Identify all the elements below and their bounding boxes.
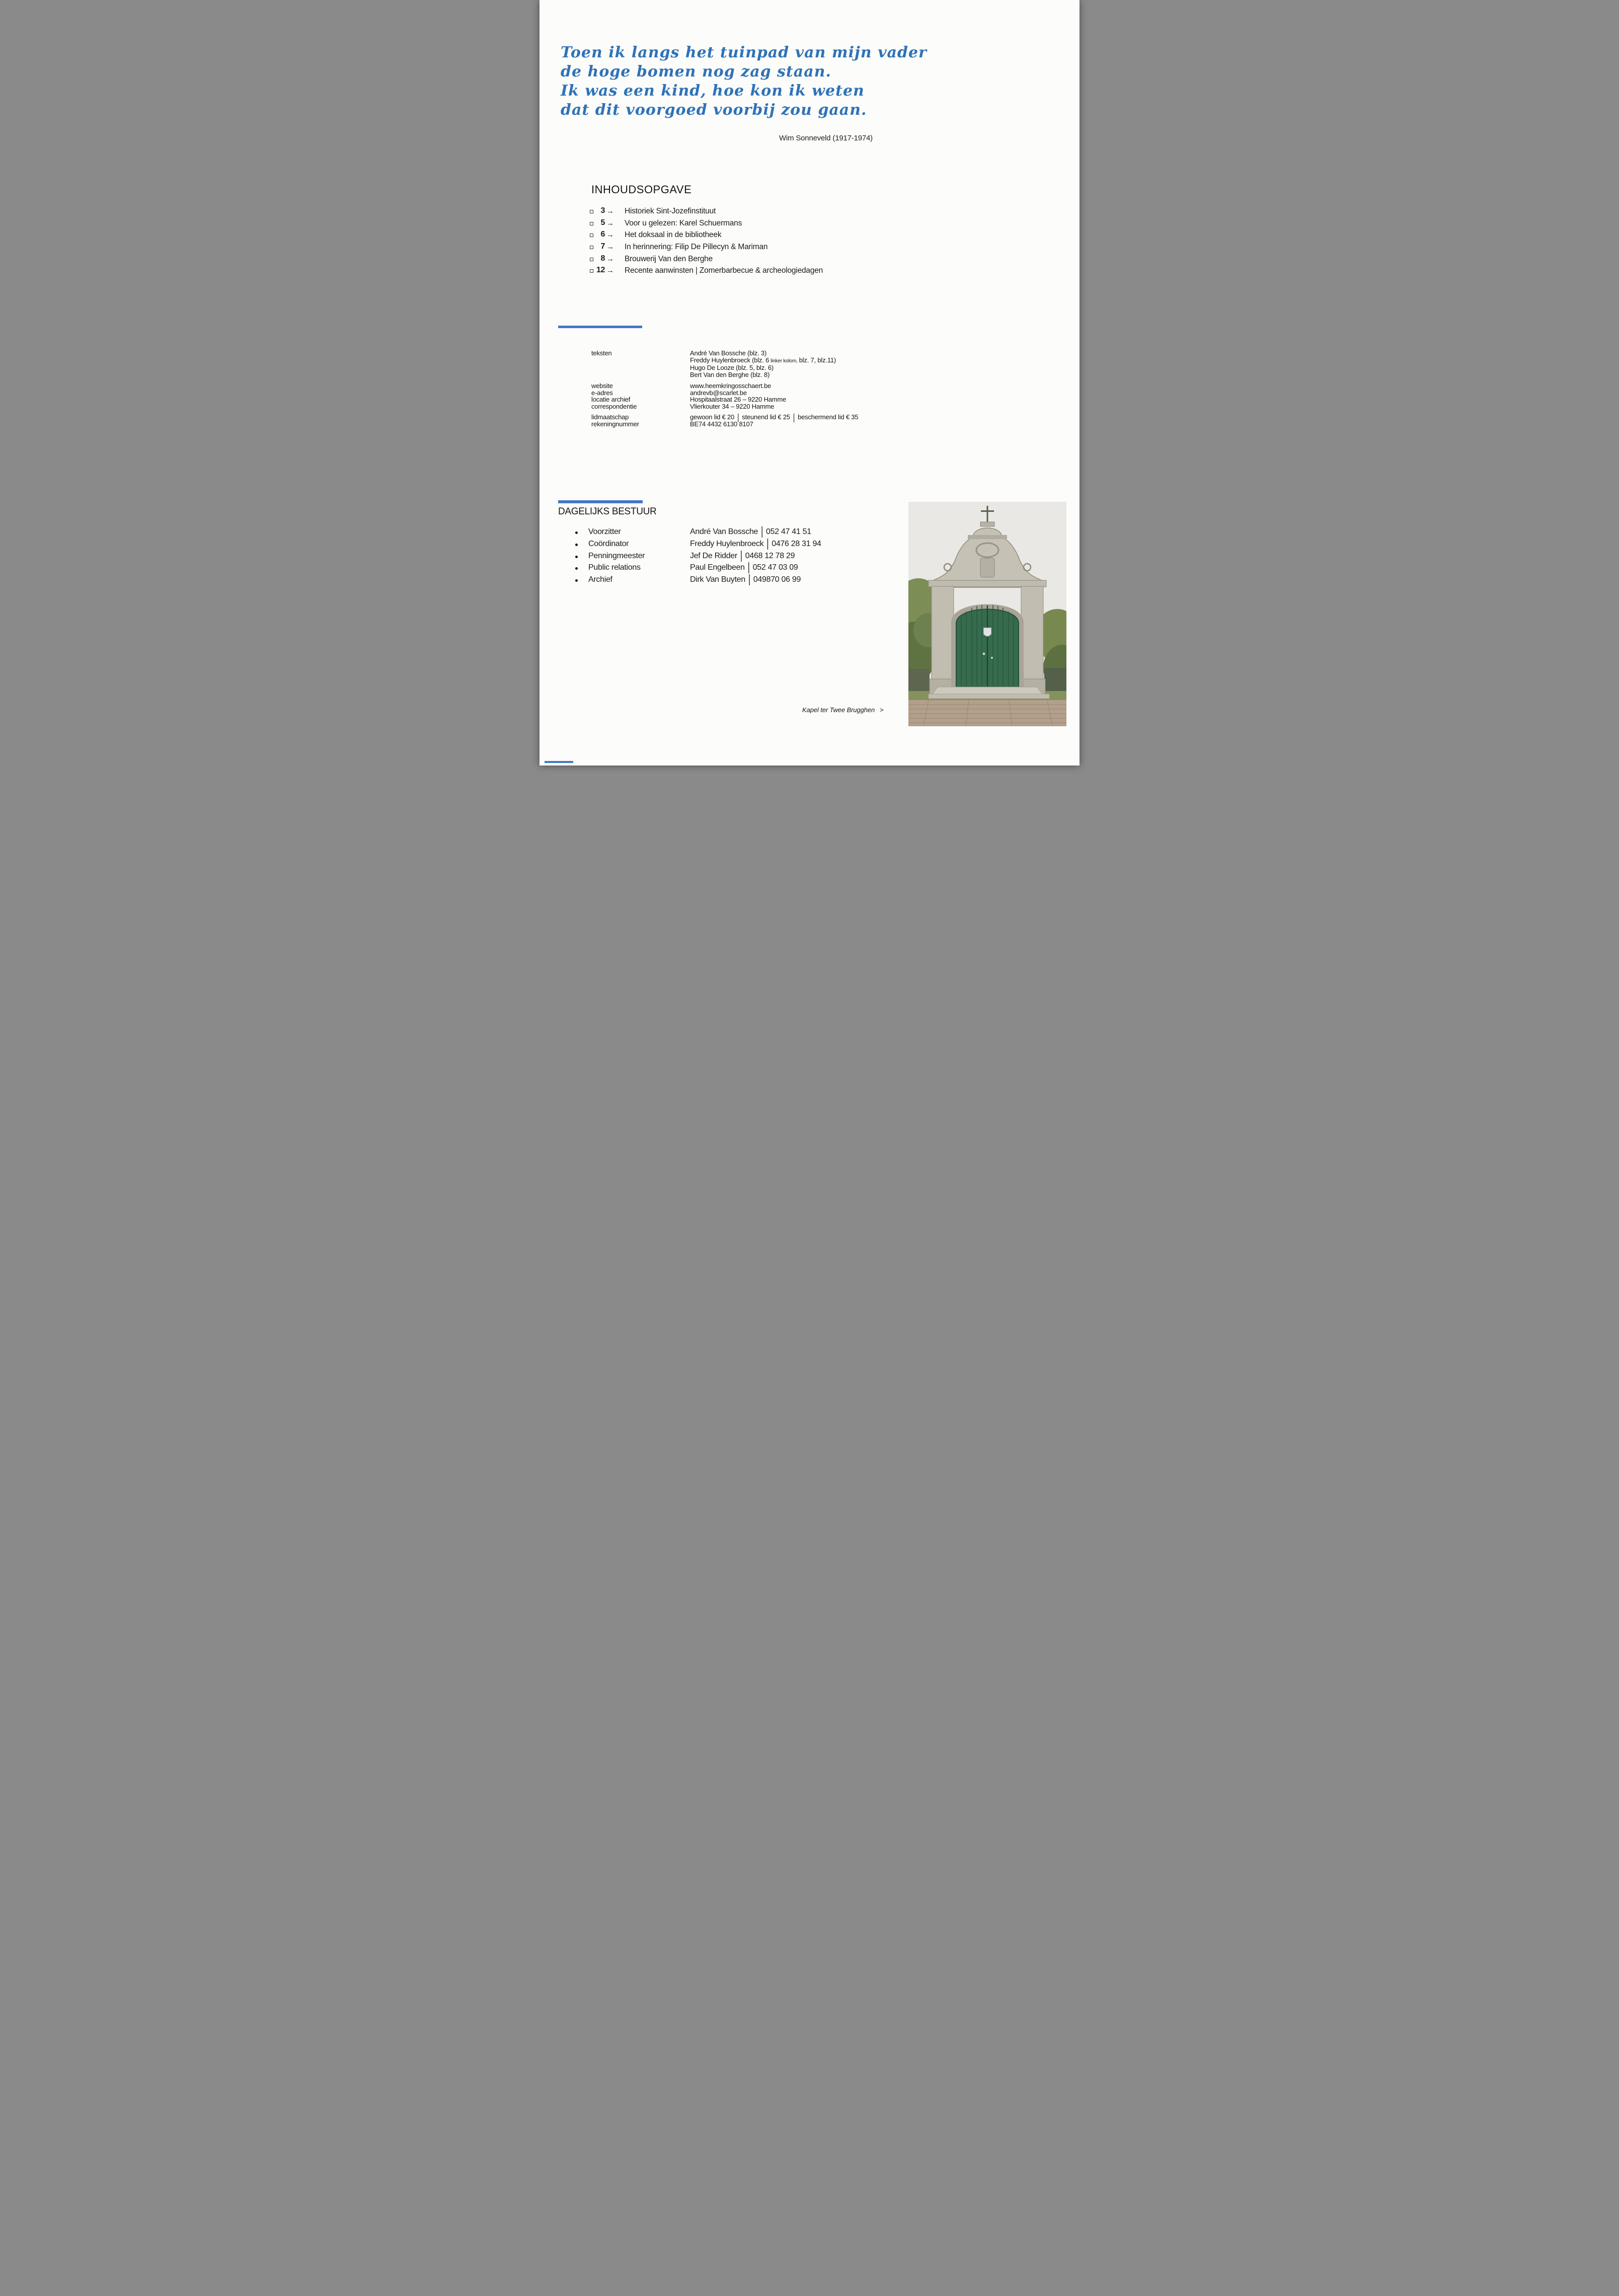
toc-item-title: Brouwerij Van den Berghe: [625, 254, 713, 263]
colophon-label: correspondentie: [591, 402, 637, 410]
bullet-dot-icon: [575, 531, 578, 534]
blue-divider: [558, 500, 643, 503]
toc-item: [590, 266, 972, 278]
bullet-dot-icon: [575, 544, 578, 546]
toc-page-number: 12: [596, 266, 605, 275]
poem-quote: [561, 43, 927, 120]
member-name: Paul Engelbeen: [690, 563, 745, 572]
member-name: Freddy Huylenbroeck: [690, 539, 764, 548]
account-number: BE74 4432 6130 8107: [690, 420, 753, 428]
correspondence-address-value: Vlierkouter 34 – 9220 Hamme: [690, 402, 775, 410]
teksten-line-part: blz. 7, blz.11): [799, 356, 836, 364]
poem-line: Toen ik langs het tuinpad van mijn vader: [561, 44, 927, 61]
pipe-separator: |: [761, 525, 763, 538]
square-bullet-icon: [590, 269, 593, 273]
fee-segment: beschermend lid € 35: [798, 413, 859, 421]
square-bullet-icon: [590, 234, 593, 237]
arrow-right-icon: →: [606, 254, 614, 263]
arrow-right-icon: →: [606, 243, 614, 252]
fee-segment: gewoon lid € 20: [690, 413, 735, 421]
teksten-line-part: Freddy Huylenbroeck (blz. 6: [690, 356, 769, 364]
teksten-line: Hugo De Looze (blz. 5, blz. 6): [690, 364, 774, 372]
square-bullet-icon: [590, 222, 593, 225]
toc-heading: INHOUDSOPGAVE: [591, 183, 692, 196]
board-role: Public relations: [588, 563, 641, 572]
colophon-label: lidmaatschap: [591, 413, 629, 421]
arrow-right-icon: →: [606, 266, 614, 275]
pipe-separator: |: [748, 573, 750, 586]
colophon-teksten-values: [690, 350, 836, 378]
arrow-right-icon: →: [606, 231, 614, 240]
toc-page-number: 3: [600, 206, 605, 215]
teksten-line: André Van Bossche (blz. 3): [690, 349, 767, 357]
toc-item-title: Historiek Sint-Jozefinstituut: [625, 207, 716, 215]
photo-caption: [802, 706, 884, 714]
board-member: [690, 549, 795, 562]
member-phone: 0468 12 78 29: [745, 551, 795, 560]
photo-caption-text: Kapel ter Twee Brugghen: [802, 706, 875, 714]
member-phone: 052 47 41 51: [766, 527, 811, 536]
bullet-dot-icon: [575, 567, 578, 570]
pipe-separator: |: [747, 561, 750, 574]
pipe-separator: |: [737, 411, 739, 423]
toc-item: [590, 218, 972, 231]
toc-item-title: Recente aanwinsten | Zomerbarbecue & archeologiedagen: [625, 266, 823, 275]
newsletter-colophon-page: [539, 0, 1080, 766]
board-role: Coördinator: [588, 539, 629, 548]
board-member: [690, 527, 811, 537]
toc-item: [590, 206, 972, 218]
member-phone: 052 47 03 09: [752, 563, 798, 572]
member-phone: 0476 28 31 94: [772, 539, 821, 548]
toc-list: [590, 206, 972, 278]
board-role: Voorzitter: [588, 527, 621, 536]
fee-segment: steunend lid € 25: [742, 413, 790, 421]
toc-item-title: In herinnering: Filip De Pillecyn & Mariman: [625, 243, 768, 252]
email-value: andrevb@scarlet.be: [690, 389, 747, 397]
toc-item: [590, 242, 972, 254]
member-name: André Van Bossche: [690, 527, 758, 536]
board-role: Penningmeester: [588, 551, 645, 560]
caption-pointer: >: [880, 706, 884, 714]
poem-line: de hoge bomen nog zag staan.: [561, 63, 831, 81]
membership-fees: [690, 411, 859, 423]
bottom-page-mark: [545, 761, 573, 763]
square-bullet-icon: [590, 210, 593, 213]
colophon-membership-labels: [591, 414, 639, 427]
colophon-contact-values: [690, 382, 786, 410]
colophon-label-teksten: teksten: [591, 349, 612, 357]
chapel-photo: [908, 502, 1066, 726]
teksten-line-small-part: linker kolom,: [770, 358, 798, 364]
member-name: Jef De Ridder: [690, 551, 737, 560]
teksten-line: [690, 357, 836, 365]
bullet-dot-icon: [575, 556, 578, 558]
poem-line: dat dit voorgoed voorbij zou gaan.: [561, 101, 867, 119]
square-bullet-icon: [590, 258, 593, 261]
poem-line: Ik was een kind, hoe kon ik weten: [561, 82, 865, 100]
board-member: [690, 537, 821, 550]
blue-divider: [558, 326, 642, 328]
poem-attribution: Wim Sonneveld (1917-1974): [779, 134, 873, 142]
website-value: www.heemkringosschaert.be: [690, 382, 772, 390]
toc-page-number: 5: [600, 218, 605, 227]
teksten-line: Bert Van den Berghe (blz. 8): [690, 370, 770, 378]
board-role: Archief: [588, 575, 612, 584]
toc-page-number: 7: [600, 242, 605, 251]
colophon-label: locatie archief: [591, 396, 631, 404]
chapel-photo-graphic: [908, 502, 1066, 726]
pipe-separator: |: [740, 549, 742, 562]
member-phone: 049870 06 99: [753, 575, 801, 584]
board-heading: DAGELIJKS BESTUUR: [558, 506, 657, 517]
toc-item: [590, 230, 972, 242]
colophon-contact-labels: [591, 382, 637, 410]
square-bullet-icon: [590, 246, 593, 249]
colophon-label: rekeningnummer: [591, 420, 639, 428]
board-member: [690, 575, 801, 584]
pipe-separator: |: [766, 537, 769, 550]
toc-item-title: Voor u gelezen: Karel Schuermans: [625, 218, 742, 227]
arrow-right-icon: →: [606, 207, 614, 215]
bullet-dot-icon: [575, 579, 578, 582]
colophon-label: website: [591, 382, 613, 390]
member-name: Dirk Van Buyten: [690, 575, 745, 584]
toc-item: [590, 254, 972, 266]
pipe-separator: |: [793, 411, 795, 423]
board-member: [690, 563, 798, 572]
colophon-label: e-adres: [591, 389, 613, 397]
colophon-membership-values: [690, 411, 859, 428]
toc-item-title: Het doksaal in de bibliotheek: [625, 231, 722, 240]
archive-address-value: Hospitaalstraat 26 – 9220 Hamme: [690, 396, 787, 404]
arrow-right-icon: →: [606, 218, 614, 227]
toc-page-number: 8: [600, 254, 605, 263]
toc-page-number: 6: [600, 230, 605, 239]
